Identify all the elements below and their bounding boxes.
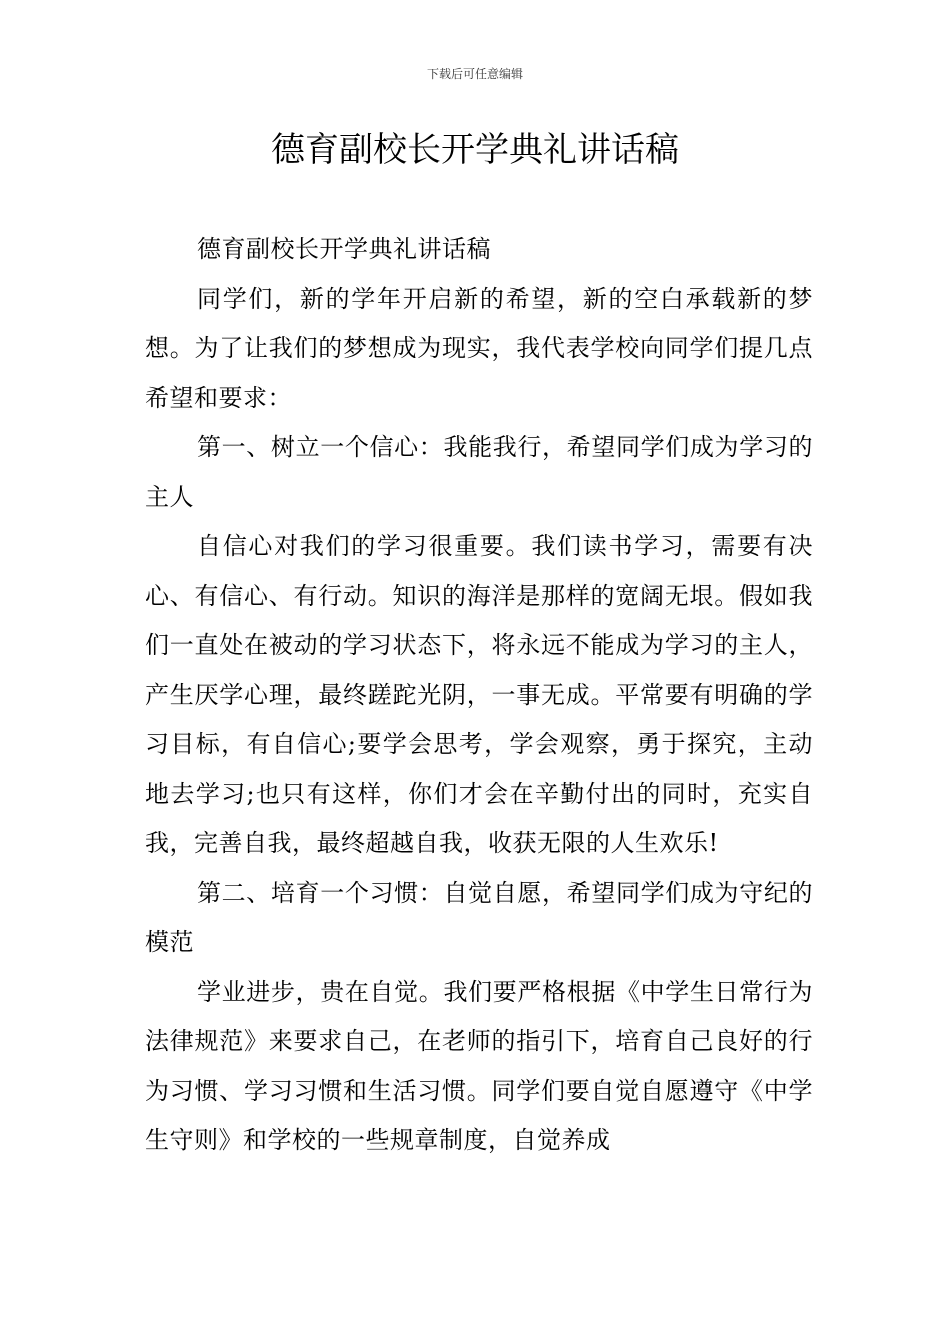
paragraph-point-two-heading: 第二、培育一个习惯：自觉自愿，希望同学们成为守纪的模范 xyxy=(145,878,813,956)
paragraph-point-one-heading: 第一、树立一个信心：我能我行，希望同学们成为学习的主人 xyxy=(145,433,813,511)
document-body xyxy=(145,225,813,1166)
paragraph-point-one-body: 自信心对我们的学习很重要。我们读书学习，需要有决心、有信心、有行动。知识的海洋是那样的宽阔无垠。假如我们一直处在被动的学习状态下，将永远不能成为学习的主人，产生厌学心理，最终蹉跎光阴，一事无成。平常要有明确的学习目标，有自信心;要学会思考，学会观察，勇于探究，主动地去学习;也只有这样，你们才会在辛勤付出的同时，充实自我，完善自我，最终超越自我，收获无限的人生欢乐! xyxy=(145,532,813,857)
header-note: 下载后可任意编辑 xyxy=(426,67,523,81)
paragraph-greeting: 同学们，新的学年开启新的希望，新的空白承载新的梦想。为了让我们的梦想成为现实，我代表学校向同学们提几点希望和要求： xyxy=(145,284,813,412)
paragraph-point-two-body: 学业进步，贵在自觉。我们要严格根据《中学生日常行为法律规范》来要求自己，在老师的指引下，培育自己良好的行为习惯、学习习惯和生活习惯。同学们要自觉自愿遵守《中学生守则》和学校的一些规章制度，自觉养成 xyxy=(145,977,813,1154)
document-title: 德育副校长开学典礼讲话稿 xyxy=(271,130,679,170)
paragraph-subtitle: 德育副校长开学典礼讲话稿 xyxy=(197,235,491,263)
